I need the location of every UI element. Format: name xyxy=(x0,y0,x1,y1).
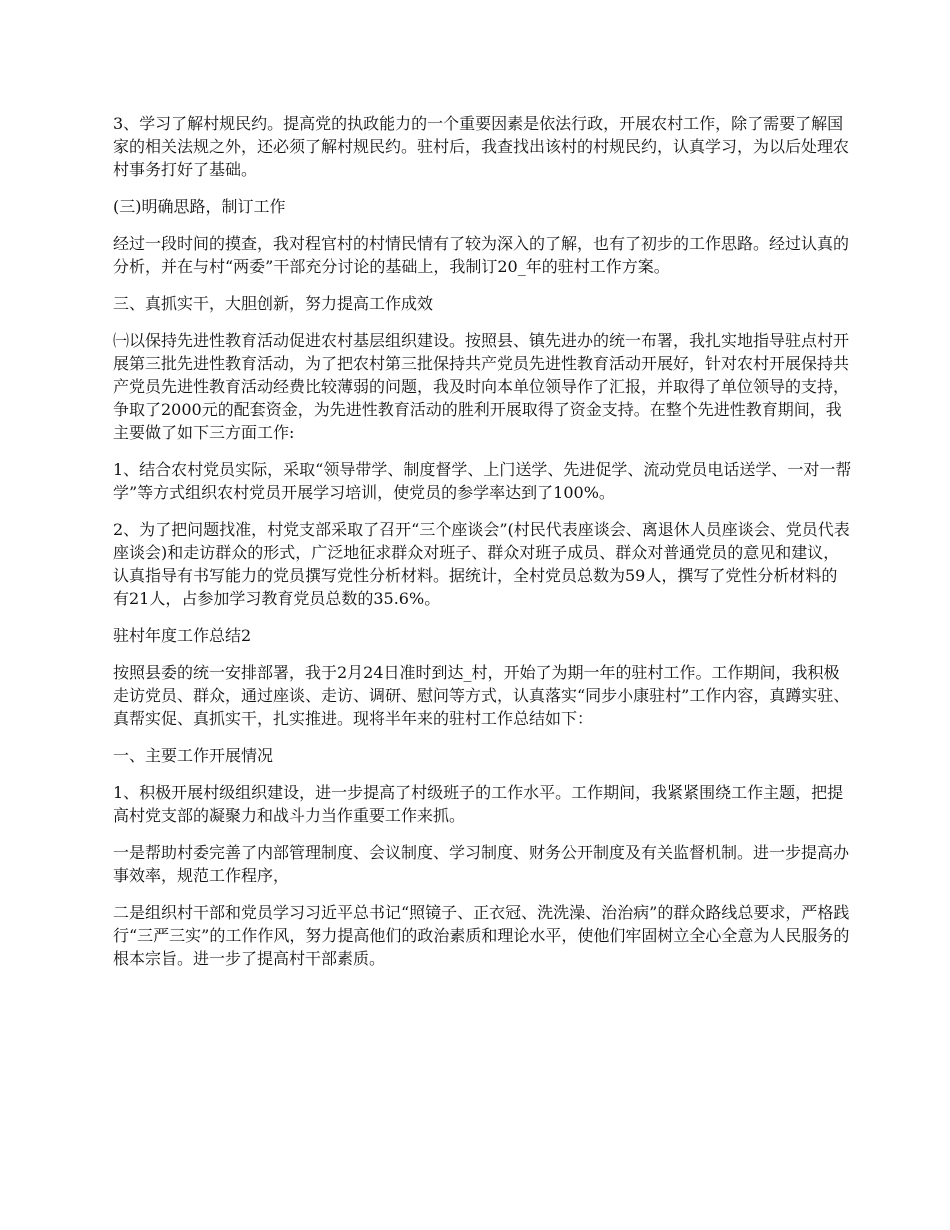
paragraph-study-training: 1、结合农村党员实际，采取“领导带学、制度督学、上门送学、先进促学、流动党员电话送学、一对一帮学”等方式组织农村党员开展学习培训，使党员的参学率达到了100%。 xyxy=(113,460,852,502)
paragraph-work-plan: 经过一段时间的摸查，我对程官村的村情民情有了较为深入的了解，也有了初步的工作思路。经过认真的分析，并在与村“两委”干部充分讨论的基础上，我制订20_年的驻村工作方案。 xyxy=(113,234,850,276)
heading-section-three: 三、真抓实干，大胆创新，努力提高工作成效 xyxy=(113,294,434,313)
paragraph-arrival: 按照县委的统一安排部署，我于2月24日准时到达_村，开始了为期一年的驻村工作。工作期间，我积极走访党员、群众，通过座谈、走访、调研、慰问等方式，认真落实“同步小康驻村”工作内容，真蹲实驻、真帮实促、真抓实干，扎实推进。现将半年来的驻村工作总结如下： xyxy=(113,663,850,728)
heading-main-work: 一、主要工作开展情况 xyxy=(113,746,274,765)
paragraph-symposiums: 2、为了把问题找准，村党支部采取了召开“三个座谈会”(村民代表座谈会、离退休人员座谈会、党员代表座谈会)和走访群众的形式，广泛地征求群众对班子、群众对班子成员、群众对普通党员的意见和建议，认真指导有书写能力的党员撰写党性分析材料。据统计，全村党员总数为59人，撰写了党性分析材料的有21人，占参加学习教育党员总数的35.6%。 xyxy=(113,520,850,608)
paragraph-cadre-study: 二是组织村干部和党员学习习近平总书记“照镜子、正衣冠、洗洗澡、治治病”的群众路线总要求，严格践行“三严三实”的工作作风，努力提高他们的政治素质和理论水平，使他们牢固树立全心全意为人民服务的根本宗旨。进一步了提高村干部素质。 xyxy=(113,903,850,968)
heading-summary-2: 驻村年度工作总结2 xyxy=(113,626,252,645)
heading-clarify-ideas: (三)明确思路，制订工作 xyxy=(113,197,286,216)
paragraph-village-rules: 3、学习了解村规民约。提高党的执政能力的一个重要因素是依法行政，开展农村工作，除了需要了解国家的相关法规之外，还必须了解村规民约。驻村后，我查找出该村的村规民约，认真学习，为以后处理农村事务打好了基础。 xyxy=(113,114,850,179)
paragraph-organization-building: 1、积极开展村级组织建设，进一步提高了村级班子的工作水平。工作期间，我紧紧围绕工作主题，把提高村党支部的凝聚力和战斗力当作重要工作来抓。 xyxy=(113,783,844,825)
document-page xyxy=(113,112,853,984)
paragraph-advanced-education: ㈠以保持先进性教育活动促进农村基层组织建设。按照县、镇先进办的统一布署，我扎实地指导驻点村开展第三批先进性教育活动，为了把农村第三批保持共产党员先进性教育活动开展好，针对农村开展保持共产党员先进性教育活动经费比较薄弱的问题，我及时向本单位领导作了汇报，并取得了单位领导的支持，争取了2000元的配套资金，为先进性教育活动的胜利开展取得了资金支持。在整个先进性教育期间，我主要做了如下三方面工作: xyxy=(113,331,850,442)
paragraph-management-system: 一是帮助村委完善了内部管理制度、会议制度、学习制度、财务公开制度及有关监督机制。进一步提高办事效率，规范工作程序， xyxy=(113,843,850,885)
